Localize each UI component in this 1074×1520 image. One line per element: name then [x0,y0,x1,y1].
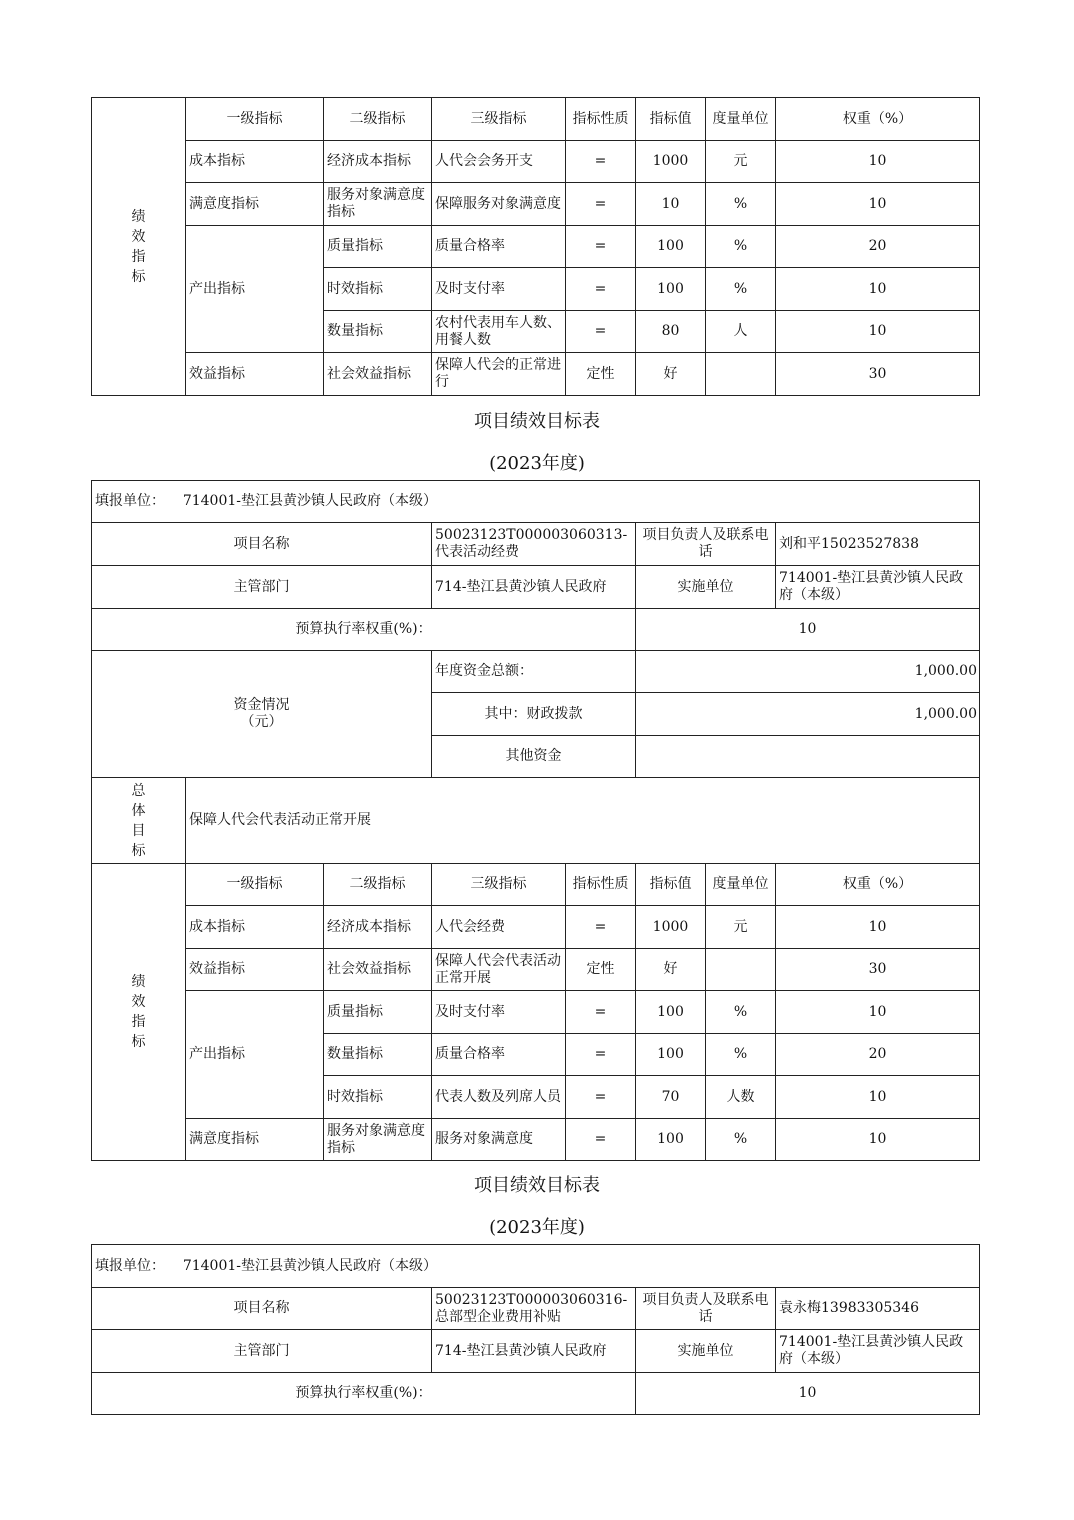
weight-cell: 20 [776,1034,980,1076]
weight-cell: 10 [776,906,980,949]
unit-cell: 人 [706,311,776,353]
perf-label: 绩 效 指 标 [92,98,186,396]
fund-total: 1,000.00 [636,651,980,693]
nature-cell: = [566,1034,636,1076]
nature-cell: = [566,1076,636,1119]
unit-cell: % [706,1119,776,1161]
table-row [92,1119,980,1161]
fund-label: 资金情况 （元） [92,651,432,778]
weight-cell: 10 [776,991,980,1034]
l2-cell: 数量指标 [324,1034,432,1076]
form-table-2 [91,480,980,1161]
header-weight: 权重（%） [776,98,980,141]
table-row [92,141,980,183]
header-l1: 一级指标 [186,864,324,906]
unit-cell: % [706,991,776,1034]
fund-other-label: 其他资金 [432,736,636,778]
l1-cell: 效益指标 [186,353,324,396]
header-l3: 三级指标 [432,864,566,906]
l3-cell: 保障人代会的正常进行 [432,353,566,396]
header-unit: 度量单位 [706,98,776,141]
unit-cell: 人数 [706,1076,776,1119]
value-cell: 好 [636,353,706,396]
header-value: 指标值 [636,98,706,141]
header-weight: 权重（%） [776,864,980,906]
l2-cell: 时效指标 [324,1076,432,1119]
l3-cell: 代表人数及列席人员 [432,1076,566,1119]
project-name: 50023123T000003060316-总部型企业费用补贴 [432,1288,636,1330]
nature-cell: = [566,311,636,353]
weight-cell: 30 [776,353,980,396]
value-cell: 100 [636,268,706,311]
l1-cell: 效益指标 [186,949,324,991]
l3-cell: 质量合格率 [432,1034,566,1076]
l2-cell: 质量指标 [324,226,432,268]
l2-cell: 服务对象满意度指标 [324,183,432,226]
unit-cell: % [706,183,776,226]
dept: 714-垫江县黄沙镇人民政府 [432,1330,636,1373]
nature-cell: 定性 [566,949,636,991]
budget-label: 预算执行率权重(%)： [92,609,636,651]
l3-cell: 及时支付率 [432,991,566,1034]
l2-cell: 数量指标 [324,311,432,353]
form-title: 项目绩效目标表 [474,1175,600,1196]
l2-cell: 经济成本指标 [324,141,432,183]
report-unit-row [92,481,980,523]
l3-cell: 服务对象满意度 [432,1119,566,1161]
l3-cell: 质量合格率 [432,226,566,268]
value-cell: 100 [636,1034,706,1076]
project-name-label: 项目名称 [92,1288,432,1330]
l3-cell: 人代会经费 [432,906,566,949]
table-row [92,183,980,226]
l3-cell: 人代会会务开支 [432,141,566,183]
header-l3: 三级指标 [432,98,566,141]
impl-label: 实施单位 [636,566,776,609]
value-cell: 100 [636,991,706,1034]
contact: 刘和平15023527838 [776,523,980,566]
project-name-label: 项目名称 [92,523,432,566]
report-unit-label: 填报单位： [95,1257,165,1274]
budget-value: 10 [636,1373,980,1415]
table-row [92,353,980,396]
report-unit-value: 714001-垫江县黄沙镇人民政府（本级） [182,493,437,509]
report-unit-label: 填报单位： [95,493,165,509]
nature-cell: = [566,268,636,311]
l1-cell: 满意度指标 [186,1119,324,1161]
unit-cell: 元 [706,906,776,949]
unit-cell: % [706,1034,776,1076]
value-cell: 100 [636,1119,706,1161]
unit-cell: % [706,226,776,268]
l2-cell: 服务对象满意度指标 [324,1119,432,1161]
header-value: 指标值 [636,864,706,906]
contact: 袁永梅13983305346 [776,1288,980,1330]
nature-cell: = [566,183,636,226]
l2-cell: 社会效益指标 [324,353,432,396]
contact-label: 项目负责人及联系电话 [636,523,776,566]
unit-cell [706,353,776,396]
unit-cell [706,949,776,991]
l2-cell: 社会效益指标 [324,949,432,991]
report-unit-row [92,1245,980,1288]
l3-cell: 及时支付率 [432,268,566,311]
l1-cell: 成本指标 [186,906,324,949]
l3-cell: 保障服务对象满意度 [432,183,566,226]
nature-cell: = [566,991,636,1034]
l2-cell: 时效指标 [324,268,432,311]
table-row [92,226,980,268]
l2-cell: 经济成本指标 [324,906,432,949]
l3-cell: 保障人代会代表活动正常开展 [432,949,566,991]
contact-label: 项目负责人及联系电话 [636,1288,776,1330]
l1-cell: 产出指标 [186,991,324,1119]
budget-value: 10 [636,609,980,651]
weight-cell: 20 [776,226,980,268]
nature-cell: = [566,226,636,268]
header-nature: 指标性质 [566,98,636,141]
value-cell: 80 [636,311,706,353]
header-l1: 一级指标 [186,98,324,141]
form-year: (2023年度) [489,453,585,474]
table-row [92,906,980,949]
l1-cell: 产出指标 [186,226,324,353]
weight-cell: 10 [776,183,980,226]
form-year: (2023年度) [489,1217,585,1238]
table-row [92,991,980,1034]
header-l2: 二级指标 [324,864,432,906]
table-row [92,949,980,991]
fund-other [636,736,980,778]
nature-cell: = [566,141,636,183]
form-table-3 [91,1244,980,1415]
dept-label: 主管部门 [92,1330,432,1373]
nature-cell: 定性 [566,353,636,396]
nature-cell: = [566,906,636,949]
budget-label: 预算执行率权重(%)： [92,1373,636,1415]
dept: 714-垫江县黄沙镇人民政府 [432,566,636,609]
perf-table-1 [91,97,980,396]
fund-total-label: 年度资金总额： [432,651,636,693]
weight-cell: 10 [776,141,980,183]
value-cell: 1000 [636,141,706,183]
header-nature: 指标性质 [566,864,636,906]
unit-cell: % [706,268,776,311]
weight-cell: 10 [776,268,980,311]
value-cell: 好 [636,949,706,991]
l1-cell: 满意度指标 [186,183,324,226]
header-l2: 二级指标 [324,98,432,141]
nature-cell: = [566,1119,636,1161]
impl: 714001-垫江县黄沙镇人民政府（本级） [776,1330,980,1373]
dept-label: 主管部门 [92,566,432,609]
value-cell: 1000 [636,906,706,949]
project-name: 50023123T000003060313-代表活动经费 [432,523,636,566]
weight-cell: 30 [776,949,980,991]
form-title: 项目绩效目标表 [474,411,600,432]
header-unit: 度量单位 [706,864,776,906]
unit-cell: 元 [706,141,776,183]
perf-label: 绩 效 指 标 [92,864,186,1161]
l2-cell: 质量指标 [324,991,432,1034]
impl: 714001-垫江县黄沙镇人民政府（本级） [776,566,980,609]
goal-label: 总 体 目 标 [92,778,186,864]
weight-cell: 10 [776,1076,980,1119]
value-cell: 70 [636,1076,706,1119]
value-cell: 10 [636,183,706,226]
goal-text: 保障人代会代表活动正常开展 [186,778,980,864]
l3-cell: 农村代表用车人数、用餐人数 [432,311,566,353]
weight-cell: 10 [776,1119,980,1161]
value-cell: 100 [636,226,706,268]
report-unit-value: 714001-垫江县黄沙镇人民政府（本级） [182,1257,437,1274]
l1-cell: 成本指标 [186,141,324,183]
impl-label: 实施单位 [636,1330,776,1373]
fund-fiscal-label: 其中：财政拨款 [432,693,636,736]
weight-cell: 10 [776,311,980,353]
fund-fiscal: 1,000.00 [636,693,980,736]
